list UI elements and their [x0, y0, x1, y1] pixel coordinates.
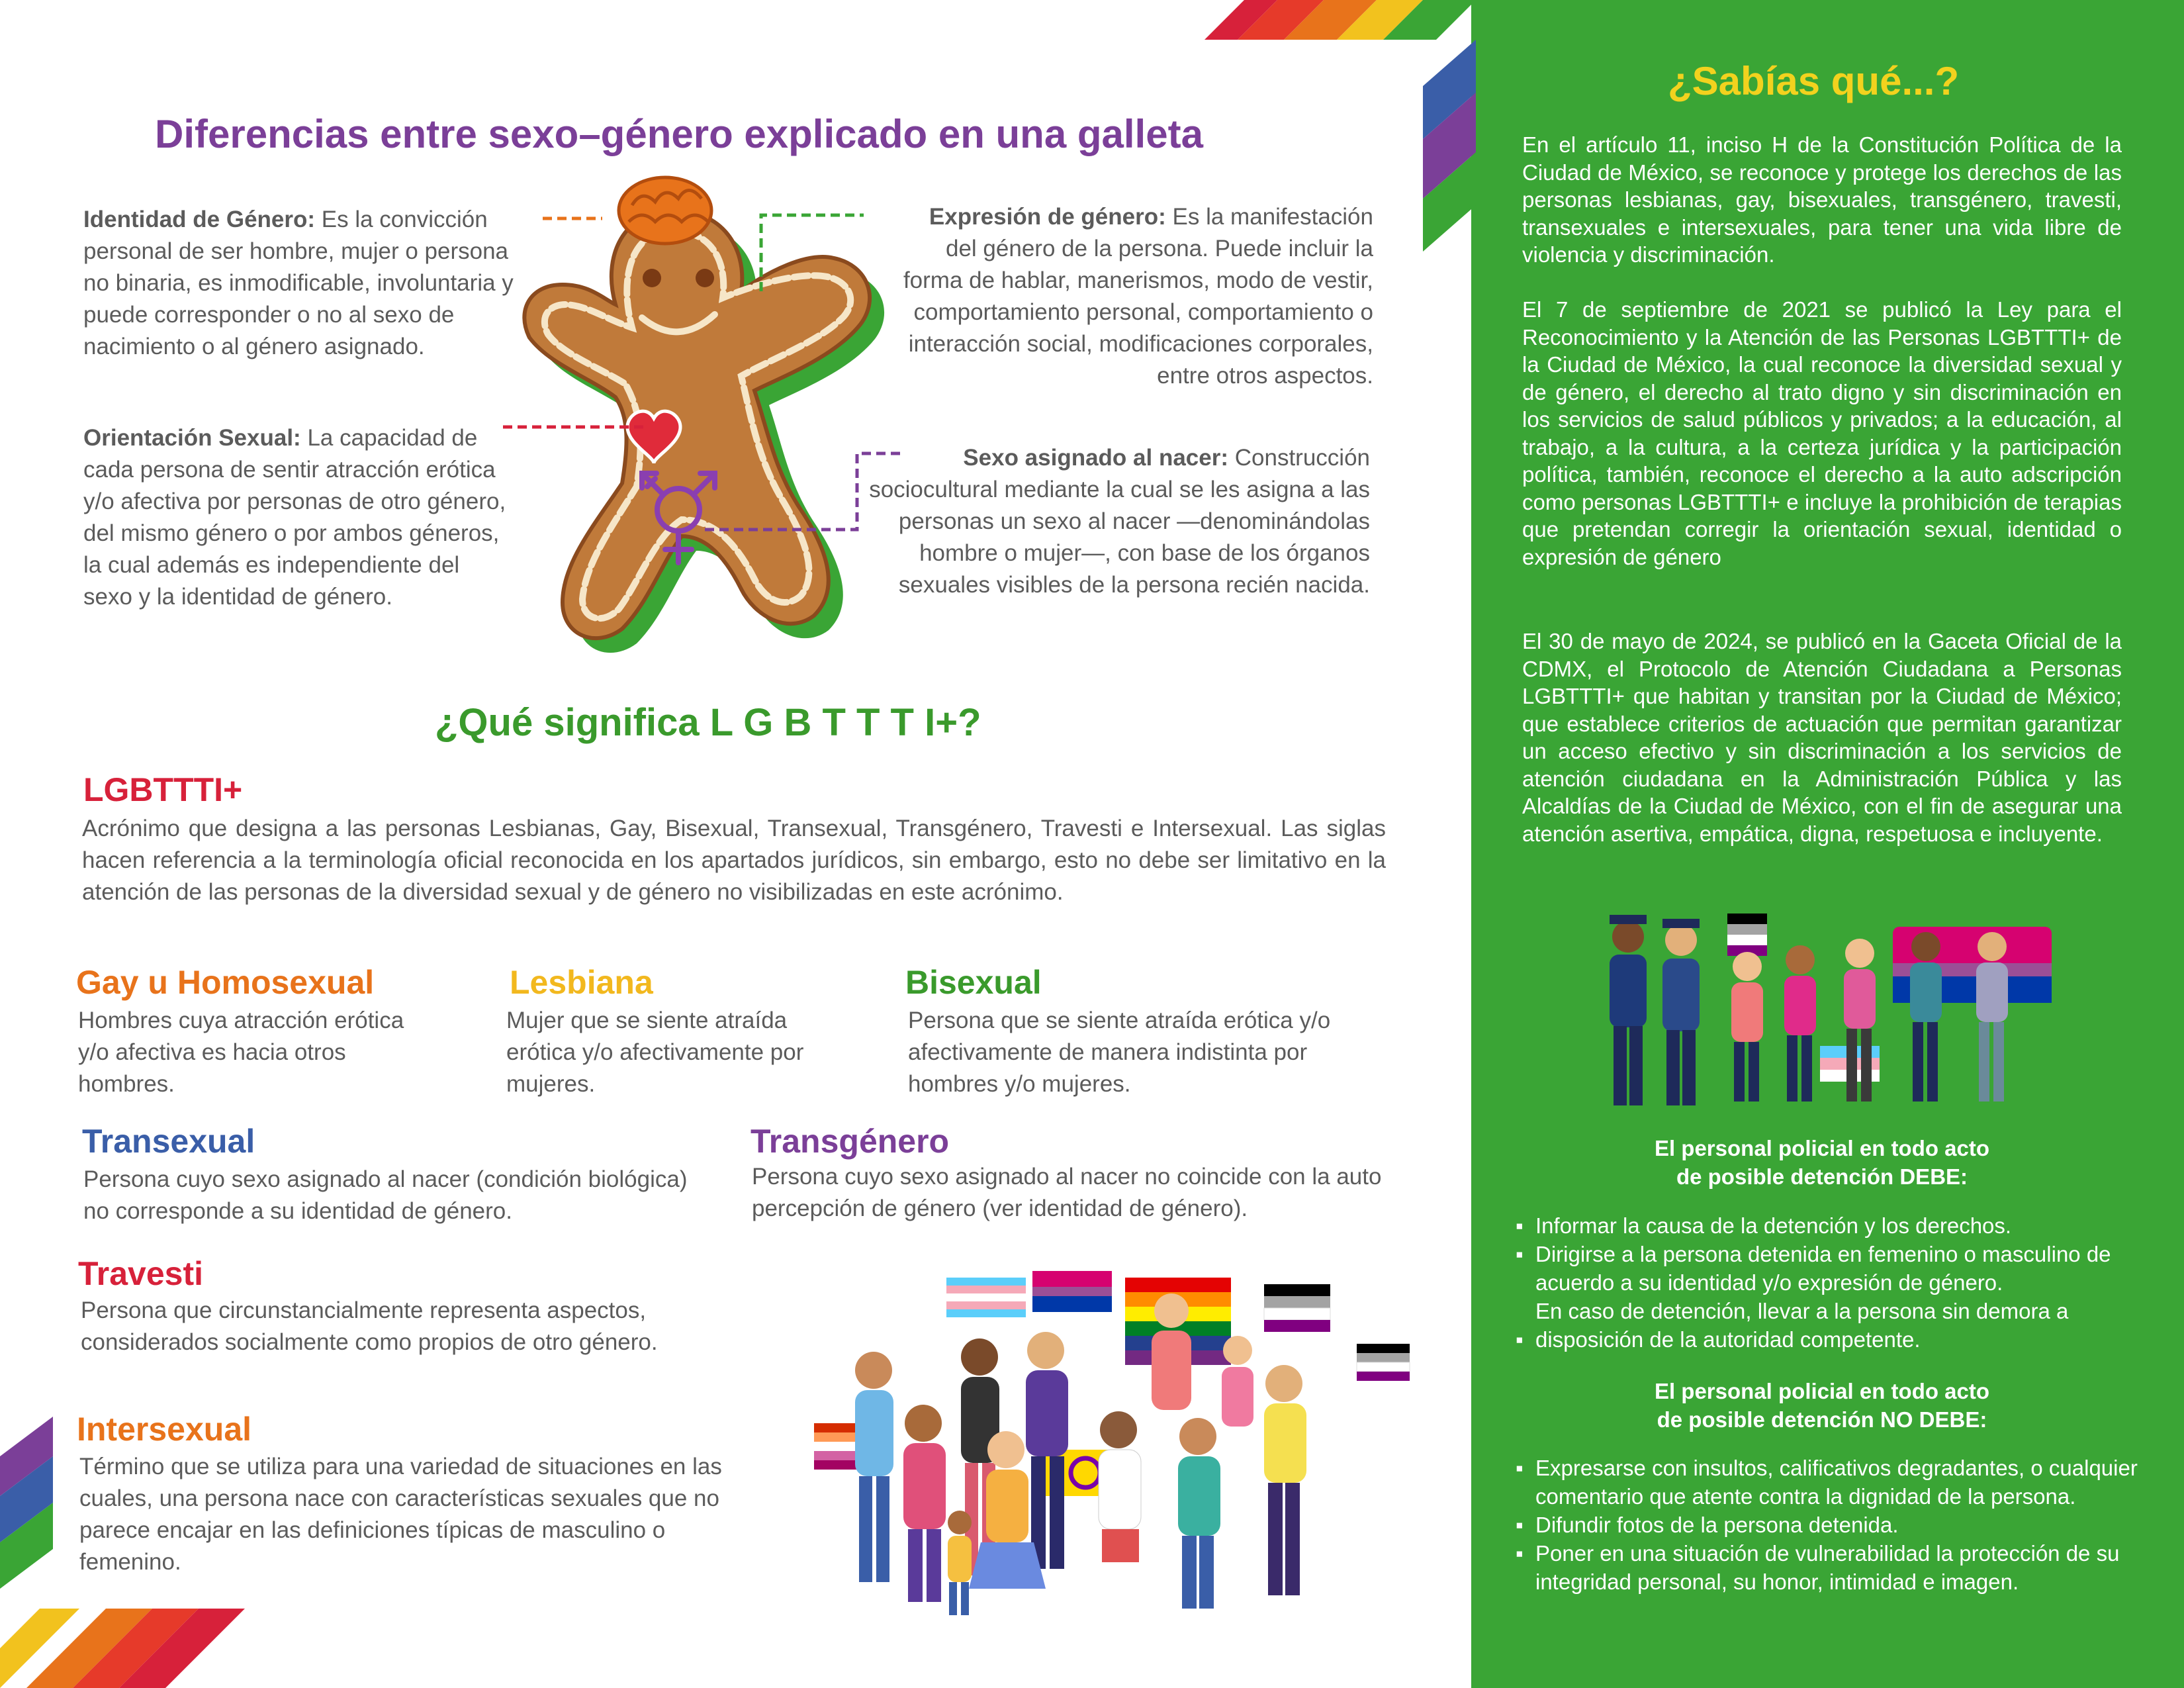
transexual-title: Transexual — [82, 1123, 255, 1160]
gay-text: Hombres cuya atracción erótica y/o afectiva es hacia otros hombres. — [78, 1008, 404, 1097]
lesbiana-title: Lesbiana — [510, 964, 653, 1001]
transgenero-text: Persona cuyo sexo asignado al nacer no coincide con la auto percepción de género (ver identidad de género). — [752, 1164, 1382, 1221]
no-debe-item: ▪ Poner en una situación de vulnerabilidad la protección de su integridad personal, su honor, intimidad e imagen. — [1516, 1541, 2120, 1594]
no-debe-title-line-2: de posible detención NO DEBE: — [1657, 1407, 1987, 1432]
rainbow-corner-left — [0, 1417, 53, 1615]
debe-item: ▪ Informar la causa de la detención y los derechos. — [1516, 1213, 2012, 1238]
rainbow-corner-top — [1191, 0, 1476, 40]
debe-item: En caso de detención, llevar a la persona sin demora a — [1535, 1299, 2069, 1323]
debe-item: ▪ Dirigirse a la persona detenida en femenino o masculino de acuerdo a su identidad y/o expresión de género. — [1516, 1242, 2111, 1295]
rainbow-panel-stripes — [1423, 40, 1476, 265]
debe-title-line-2: de posible detención DEBE: — [1676, 1164, 1968, 1189]
orientacion-sexual-block — [83, 422, 507, 613]
expresion-genero-block — [893, 201, 1373, 392]
no-debe-title — [1522, 1377, 2122, 1434]
debe-list — [1516, 1211, 2144, 1354]
expresion-genero-label: Expresión de género: — [929, 204, 1166, 230]
transgenero-title: Transgénero — [751, 1123, 950, 1160]
lgbttti-text: Acrónimo que designa a las personas Lesbianas, Gay, Bisexual, Transexual, Transgénero, Travesti e Intersexual. Las siglas hacen referencia a la terminología oficial reconocida en los apartados jurídicos, sin embargo, esto no debe ser limitativo en la atención de las personas de la diversidad sexual y de género no visibilizadas en este acrónimo. — [82, 816, 1386, 905]
sabias-paragraph-1: En el artículo 11, inciso H de la Constitución Política de la Ciudad de México, se reconoce y protege los derechos de las personas lesbianas, gay, bisexuales, transgénero, travesti, transexuales e intersexuales, para tener una vida libre de violencia y discriminación. — [1522, 132, 2122, 267]
debe-title-line-1: El personal policial en todo acto — [1654, 1136, 1990, 1160]
intersexual-text: Término que se utiliza para una variedad de situaciones en las cuales, una persona nace con características sexuales que no parece encajar en las definiciones típicas de masculino o femenino. — [79, 1454, 722, 1575]
bisexual-title: Bisexual — [905, 964, 1042, 1001]
sabias-que-title: ¿Sabías qué...? — [1668, 59, 1960, 103]
lesbiana-text: Mujer que se siente atraída erótica y/o afectivamente por mujeres. — [506, 1008, 804, 1097]
debe-item: ▪ disposición de la autoridad competente. — [1516, 1327, 1921, 1352]
sabias-paragraph-3: El 30 de mayo de 2024, se publicó en la Gaceta Oficial de la CDMX, el Protocolo de Atención Ciudadana a Personas LGBTTTI+ que habitan y transitan por la Ciudad de México; que establece criterios de actuación que permitan garantizar un acceso efectivo y sin discriminación a los servicios de atención ciudadana en la Administración Pública y las Alcaldías de la Ciudad de México, con el fin de asegurar una atención asertiva, empática, digna, respetuosa e incluyente. — [1522, 629, 2122, 846]
lgbttti-title: LGBTTTI+ — [83, 771, 243, 808]
sexo-asignado-label: Sexo asignado al nacer: — [963, 445, 1229, 471]
identidad-genero-block — [83, 204, 533, 363]
orientacion-sexual-text: La capacidad de cada persona de sentir atracción erótica y/o afectiva por personas de otro género, del mismo género o por ambos géneros, la cual además es independiente del sexo y la identidad de género. — [83, 425, 506, 610]
leader-lines — [503, 199, 900, 543]
travesti-title: Travesti — [78, 1255, 204, 1292]
identidad-genero-label: Identidad de Género: — [83, 207, 316, 232]
sexo-asignado-text: Construcción sociocultural mediante la cual se les asigna a las personas un sexo al nacer —denominándolas hombre o mujer—, con base de los órganos sexuales visibles de la persona recién nacida. — [869, 445, 1370, 598]
no-debe-item: ▪ Difundir fotos de la persona detenida. — [1516, 1513, 1899, 1537]
no-debe-item: ▪ Expresarse con insultos, calificativos degradantes, o cualquier comentario que atente contra la dignidad de la persona. — [1516, 1456, 2138, 1509]
expresion-genero-text: Es la manifestación del género de la persona. Puede incluir la forma de hablar, manerismos, modo de vestir, comportamiento personal, comportamiento o interacción social, modificaciones corporales, entre otros aspectos. — [903, 204, 1373, 389]
rainbow-corner-bottom — [0, 1609, 278, 1688]
police-crowd-illustration — [1595, 900, 2071, 1112]
no-debe-title-line-1: El personal policial en todo acto — [1654, 1379, 1990, 1403]
transexual-text: Persona cuyo sexo asignado al nacer (condición biológica) no corresponde a su identidad de género. — [83, 1166, 688, 1224]
gay-title: Gay u Homosexual — [76, 964, 375, 1001]
main-title: Diferencias entre sexo–género explicado en una galleta — [155, 112, 1203, 156]
travesti-text: Persona que circunstancialmente representa aspectos, considerados socialmente como propios de otro género. — [81, 1297, 658, 1355]
intersexual-title: Intersexual — [77, 1411, 252, 1448]
pride-crowd-illustration — [807, 1258, 1423, 1628]
no-debe-list — [1516, 1454, 2144, 1596]
orientacion-sexual-label: Orientación Sexual: — [83, 425, 301, 451]
sabias-paragraph-2: El 7 de septiembre de 2021 se publicó la Ley para el Reconocimiento y la Atención de las Personas LGBTTTI+ de la Ciudad de México, la cual reconoce la diversidad sexual y de género, el derecho al trato digno y sin discriminación en los servicios de salud públicos y privados; a la educación, al trabajo, a la cultura, a la certeza jurídica y la participación política, también, reconoce el derecho a la auto adscripción como personas LGBTTTI+ e incluye la prohibición de terapias que pretendan corregir la orientación sexual, identidad o expresión de género — [1522, 297, 2122, 569]
identidad-genero-text: Es la convicción personal de ser hombre, mujer o persona no binaria, es inmodificable, involuntaria y puede corresponder o no al sexo de nacimiento o al género asignado. — [83, 207, 514, 359]
sexo-asignado-block — [867, 442, 1370, 601]
bisexual-text: Persona que se siente atraída erótica y/o afectivamente de manera indistinta por hombres y/o mujeres. — [908, 1008, 1331, 1097]
lgbt-section-title: ¿Qué significa L G B T T T I+? — [435, 701, 981, 744]
debe-title — [1522, 1134, 2122, 1191]
